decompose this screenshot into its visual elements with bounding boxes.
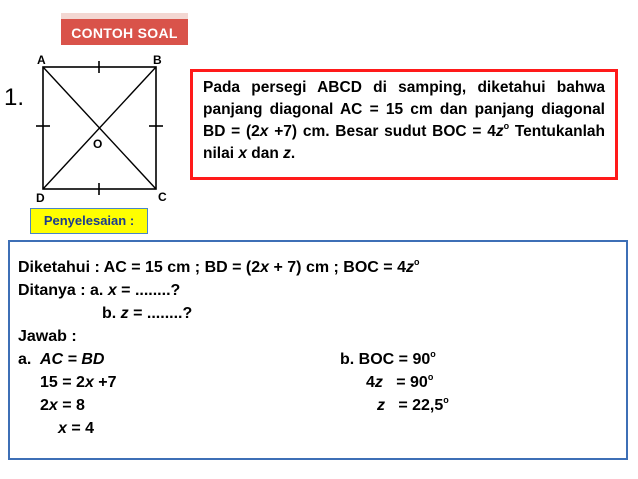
asked-line-a: Ditanya : a. x = ........? xyxy=(18,282,181,299)
vertex-b: B xyxy=(153,53,162,67)
part-a-result: x = 4 xyxy=(58,420,95,437)
section-banner: CONTOH SOAL xyxy=(61,19,188,45)
problem-statement: Pada persegi ABCD di samping, diketahui bahwa panjang diagonal AC = 15 cm dan panjang diagonal BD = (2x +7) cm. Besar sudut BOC = $4z^o$ Tentukanlah nilai x dan z. xyxy=(190,69,618,180)
part-b-result: $z = 22,5^o$ xyxy=(377,395,449,414)
part-a-step1: AC = BD xyxy=(40,351,105,368)
question-number: 1. xyxy=(4,84,25,111)
center-o: O xyxy=(93,137,103,151)
square-diagram xyxy=(0,0,190,210)
vertex-d: D xyxy=(36,191,45,205)
part-a-label: a. xyxy=(18,351,32,368)
vertex-a: A xyxy=(37,53,46,67)
part-b-step2: $4z = 90^o$ xyxy=(366,372,434,391)
part-b-step1: b. BOC = $90^o$ xyxy=(340,349,436,368)
part-a-step3: 2x = 8 xyxy=(40,397,85,414)
vertex-c: C xyxy=(158,190,167,204)
answer-box xyxy=(8,240,628,460)
solution-label: Penyelesaian : xyxy=(30,208,148,234)
known-line: Diketahui : AC = 15 cm ; BD = (2x + 7) cm ; BOC = $4z^o$ xyxy=(18,257,420,276)
part-a-step2: 15 = 2x +7 xyxy=(40,374,117,391)
asked-line-b: b. z = ........? xyxy=(102,305,193,322)
jawab-label: Jawab : xyxy=(18,328,77,345)
